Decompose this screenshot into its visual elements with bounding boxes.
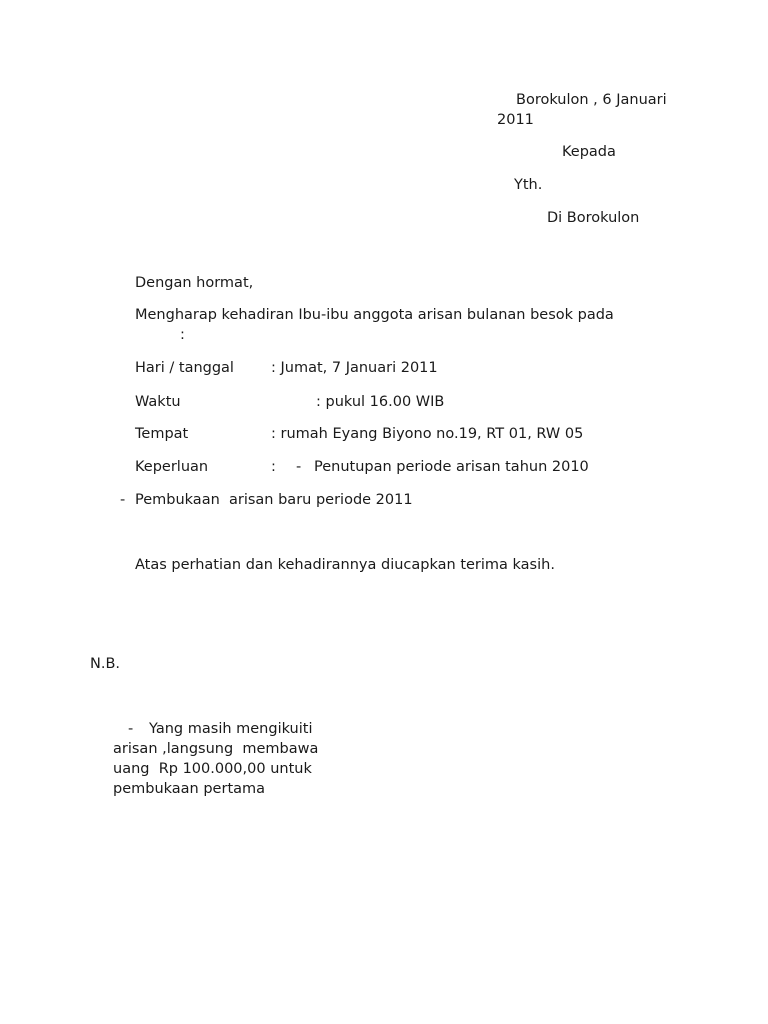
hari-label: Hari / tanggal [135, 360, 234, 376]
nb-line-4: pembukaan pertama [113, 781, 266, 797]
keperluan-item-2: Pembukaan arisan baru periode 2011 [135, 492, 413, 508]
waktu-label: Waktu [135, 394, 181, 410]
nb-line-3: uang Rp 100.000,00 untuk [113, 761, 312, 777]
tempat-label: Tempat [135, 426, 189, 442]
nb-label: N.B. [90, 656, 121, 672]
keperluan-label: Keperluan [135, 459, 209, 475]
hari-value: : Jumat, 7 Januari 2011 [271, 360, 438, 376]
keperluan-dash-2: - [120, 492, 126, 508]
intro-colon: : [180, 327, 185, 343]
keperluan-dash-1: - [296, 459, 302, 475]
nb-line-1: Yang masih mengikuiti [149, 721, 313, 737]
intro-line: Mengharap kehadiran Ibu-ibu anggota arisan bulanan besok pada [135, 307, 614, 323]
date-line-1: Borokulon , 6 Januari [516, 92, 667, 108]
keperluan-colon: : [271, 459, 276, 475]
nb-dash: - [128, 721, 134, 737]
recipient-location: Di Borokulon [547, 210, 640, 226]
tempat-value: : rumah Eyang Biyono no.19, RT 01, RW 05 [271, 426, 584, 442]
recipient-yth: Yth. [514, 177, 543, 193]
waktu-value: : pukul 16.00 WIB [316, 394, 445, 410]
salutation: Dengan hormat, [135, 275, 254, 291]
closing-line: Atas perhatian dan kehadirannya diucapkan terima kasih. [135, 557, 555, 573]
recipient-kepada: Kepada [562, 144, 616, 160]
nb-line-2: arisan ,langsung membawa [113, 741, 319, 757]
keperluan-item-1: Penutupan periode arisan tahun 2010 [314, 459, 589, 475]
date-line-2: 2011 [497, 112, 534, 128]
